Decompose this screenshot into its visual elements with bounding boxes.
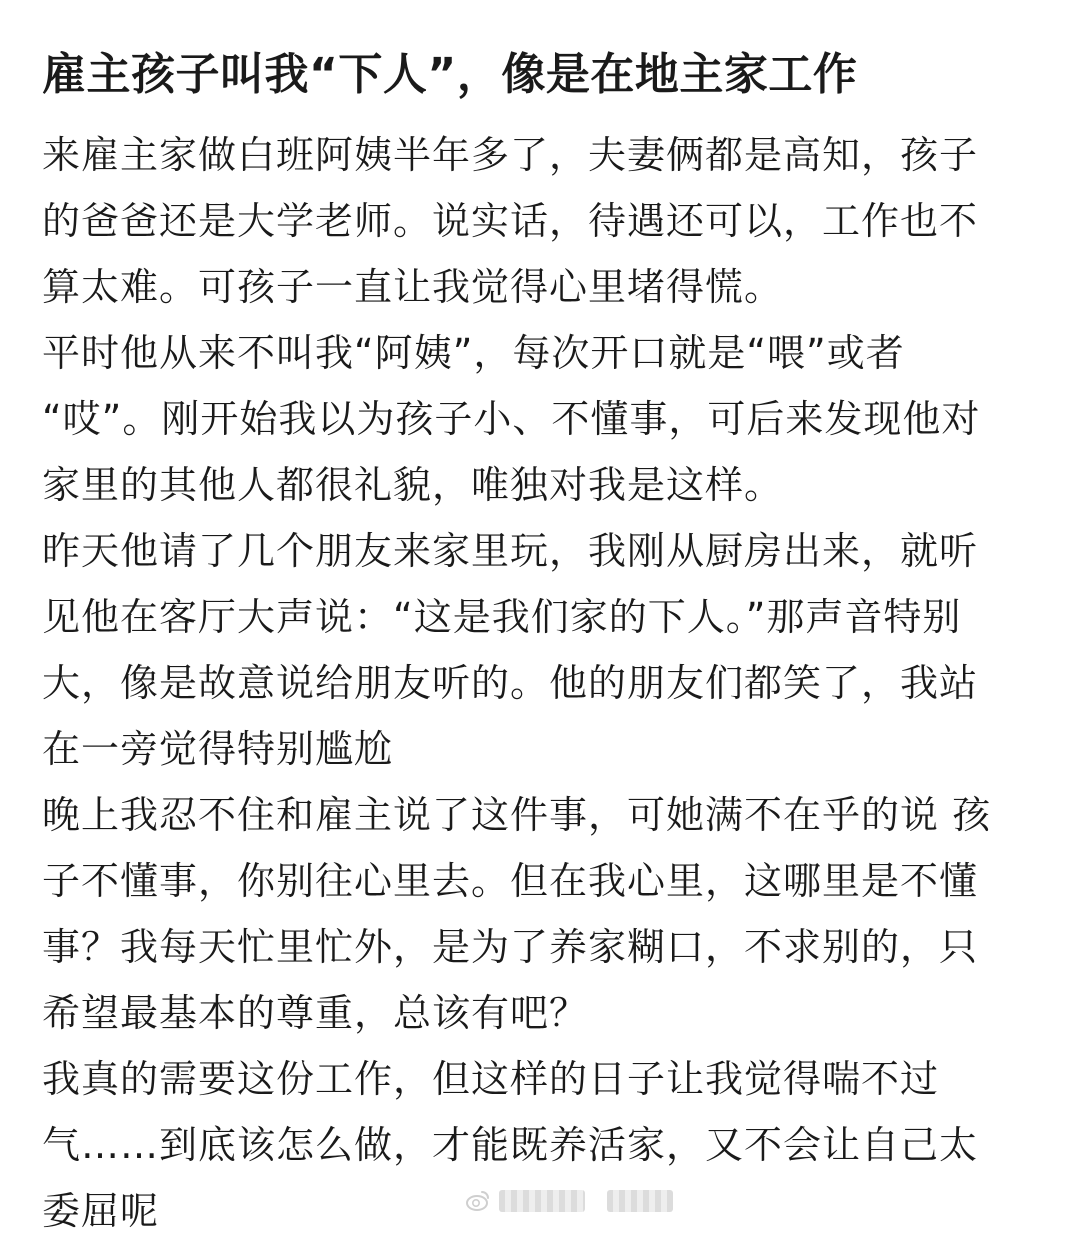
post-line: 家里的其他人都很礼貌，唯独对我是这样。 — [42, 463, 784, 507]
watermark — [465, 1188, 673, 1214]
post-line: 大，像是故意说给朋友听的。他的朋友们都笑了，我站 — [42, 661, 979, 705]
post-line: 算太难。可孩子一直让我觉得心里堵得慌。 — [42, 265, 784, 309]
post-line: 昨天他请了几个朋友来家里玩，我刚从厨房出来，就听 — [42, 529, 979, 573]
post-line: 气……到底该怎么做，才能既养活家，又不会让自己太 — [42, 1123, 979, 1167]
post-line: 平时他从来不叫我“阿姨”，每次开口就是“喂”或者 — [42, 331, 905, 375]
post-line: 来雇主家做白班阿姨半年多了，夫妻俩都是高知，孩子 — [42, 133, 979, 177]
post-line: “哎”。刚开始我以为孩子小、不懂事，可后来发现他对 — [42, 397, 981, 441]
post-body — [42, 40, 1042, 1244]
post-line: 希望最基本的尊重，总该有吧？ — [42, 991, 589, 1035]
weibo-logo-icon — [465, 1188, 491, 1214]
post-line: 的爸爸还是大学老师。说实话，待遇还可以，工作也不 — [42, 199, 979, 243]
post-line: 事？我每天忙里忙外，是为了养家糊口，不求别的，只 — [42, 925, 979, 969]
post-line: 我真的需要这份工作，但这样的日子让我觉得喘不过 — [42, 1057, 940, 1101]
watermark-blurred-username — [499, 1190, 585, 1212]
post-line: 委屈呢 — [42, 1189, 160, 1233]
watermark-blurred-handle — [607, 1190, 673, 1212]
post-line: 子不懂事，你别往心里去。但在我心里，这哪里是不懂 — [42, 859, 979, 903]
post-line: 晚上我忍不住和雇主说了这件事，可她满不在乎的说 孩 — [42, 793, 992, 837]
post-line: 在一旁觉得特别尴尬 — [42, 727, 394, 771]
post-line: 见他在客厅大声说：“这是我们家的下人。”那声音特别 — [42, 595, 962, 639]
post-title: 雇主孩子叫我“下人”，像是在地主家工作 — [42, 49, 858, 100]
